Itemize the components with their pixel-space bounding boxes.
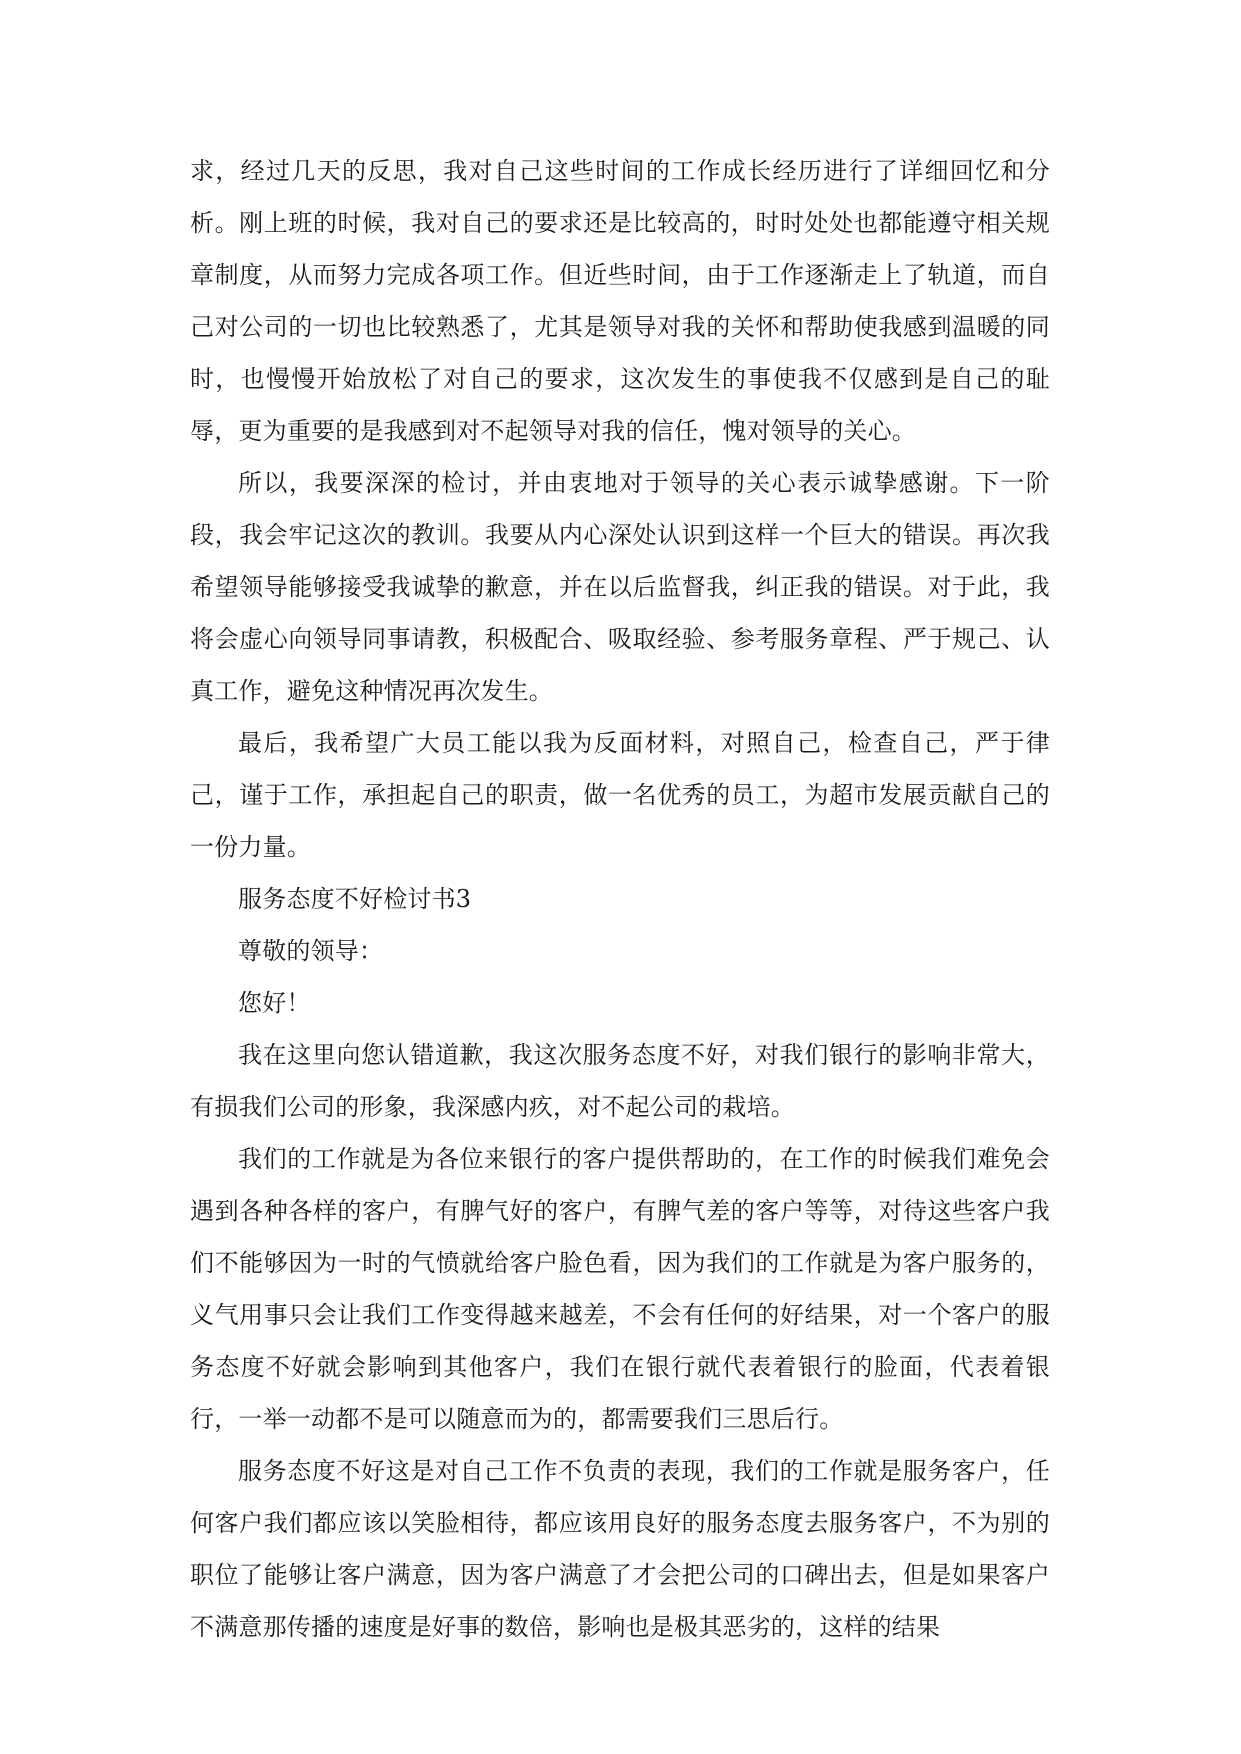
paragraph-3: 最后，我希望广大员工能以我为反面材料，对照自己，检查自己，严于律己，谨于工作，承担起自己的职责，做一名优秀的员工，为超市发展贡献自己的一份力量。 [190, 729, 1050, 861]
paragraph-5: 我们的工作就是为各位来银行的客户提供帮助的，在工作的时候我们难免会遇到各种各样的客户，有脾气好的客户，有脾气差的客户等等，对待这些客户我们不能够因为一时的气愤就给客户脸色看，因为我们的工作就是为客户服务的，义气用事只会让我们工作变得越来越差，不会有任何的好结果，对一个客户的服务态度不好就会影响到其他客户，我们在银行就代表着银行的脸面，代表着银行，一举一动都不是可以随意而为的，都需要我们三思后行。 [190, 1145, 1050, 1433]
greeting: 您好！ [238, 989, 311, 1017]
paragraph-2: 所以，我要深深的检讨，并由衷地对于领导的关心表示诚挚感谢。下一阶段，我会牢记这次的教训。我要从内心深处认识到这样一个巨大的错误。再次我希望领导能够接受我诚挚的歉意，并在以后监督我，纠正我的错误。对于此，我将会虚心向领导同事请教，积极配合、吸取经验、参考服务章程、严于规己、认真工作，避免这种情况再次发生。 [190, 469, 1050, 705]
paragraph-6: 服务态度不好这是对自己工作不负责的表现，我们的工作就是服务客户，任何客户我们都应该以笑脸相待，都应该用良好的服务态度去服务客户，不为别的职位了能够让客户满意，因为客户满意了才会把公司的口碑出去，但是如果客户不满意那传播的速度是好事的数倍，影响也是极其恶劣的，这样的结果 [190, 1457, 1050, 1641]
section-title: 服务态度不好检讨书3 [238, 885, 472, 913]
document-body [190, 145, 1050, 1653]
salutation: 尊敬的领导： [238, 937, 384, 965]
paragraph-4: 我在这里向您认错道歉，我这次服务态度不好，对我们银行的影响非常大，有损我们公司的形象，我深感内疚，对不起公司的栽培。 [190, 1041, 1050, 1121]
paragraph-1: 求，经过几天的反思，我对自己这些时间的工作成长经历进行了详细回忆和分析。刚上班的时候，我对自己的要求还是比较高的，时时处处也都能遵守相关规章制度，从而努力完成各项工作。但近些时间，由于工作逐渐走上了轨道，而自己对公司的一切也比较熟悉了，尤其是领导对我的关怀和帮助使我感到温暖的同时，也慢慢开始放松了对自己的要求，这次发生的事使我不仅感到是自己的耻辱，更为重要的是我感到对不起领导对我的信任，愧对领导的关心。 [190, 157, 1050, 445]
